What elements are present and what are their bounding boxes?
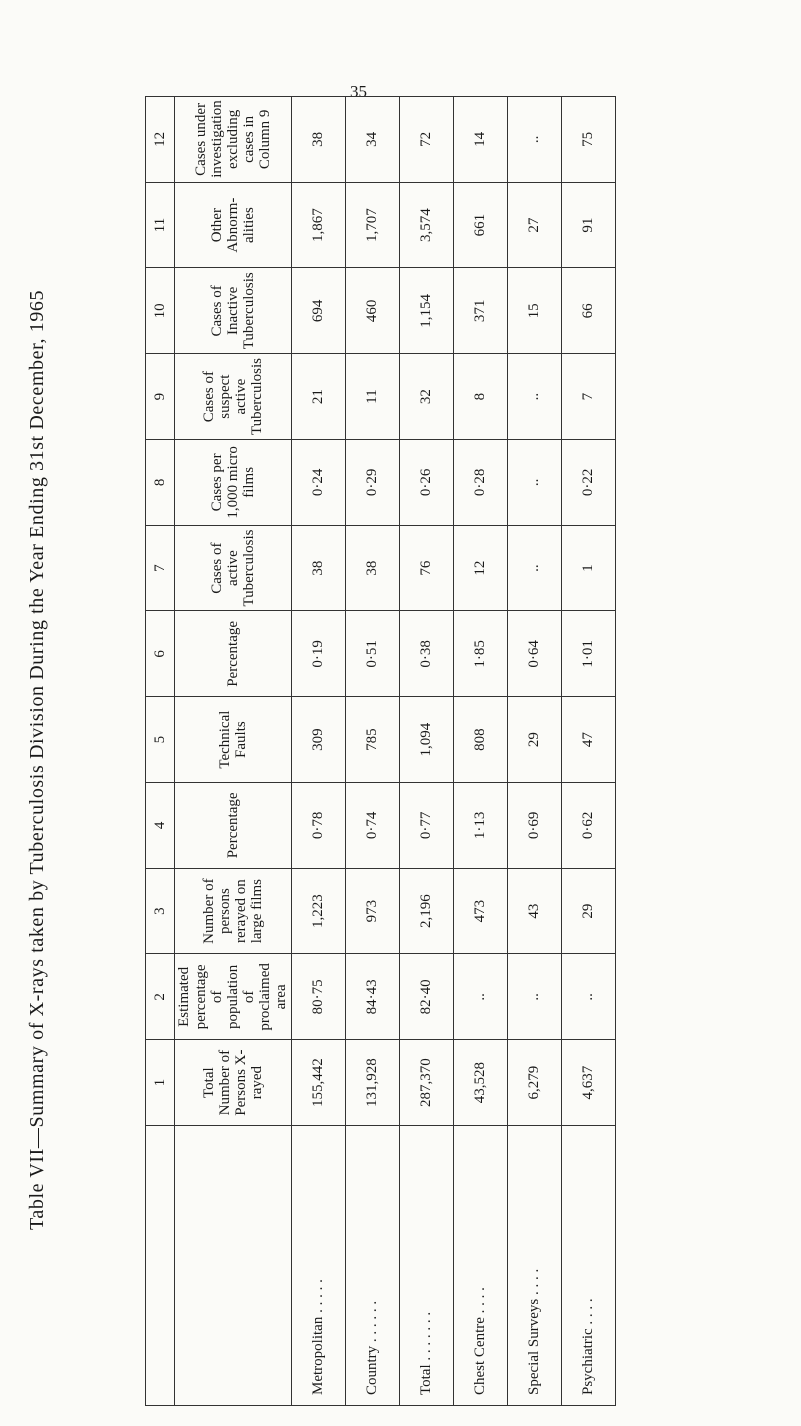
table-cell: 1,223 bbox=[292, 868, 346, 954]
row-label-text: Psychiatric bbox=[580, 1328, 596, 1395]
table-cell: 14 bbox=[454, 97, 508, 183]
table-cell: 0·28 bbox=[454, 440, 508, 526]
column-header: Cases of active Tuberculosis bbox=[175, 525, 292, 611]
table-cell: 27 bbox=[508, 182, 562, 268]
column-header: Cases per 1,000 micro films bbox=[175, 440, 292, 526]
table-cell: 0·64 bbox=[508, 611, 562, 697]
column-header: Percentage bbox=[175, 783, 292, 869]
table-cell: 309 bbox=[292, 697, 346, 783]
table-cell: 0·78 bbox=[292, 783, 346, 869]
column-number: 3 bbox=[146, 868, 175, 954]
table-cell: 91 bbox=[562, 182, 616, 268]
table-cell: .. bbox=[454, 954, 508, 1040]
table-cell: 0·69 bbox=[508, 783, 562, 869]
table-cell: 0·29 bbox=[346, 440, 400, 526]
table-cell: 15 bbox=[508, 268, 562, 354]
leader-dots: . . . . bbox=[526, 1268, 542, 1296]
table-cell: .. bbox=[508, 525, 562, 611]
column-number: 7 bbox=[146, 525, 175, 611]
table-cell: 1,154 bbox=[400, 268, 454, 354]
table-cell: 371 bbox=[454, 268, 508, 354]
column-header: Technical Faults bbox=[175, 697, 292, 783]
table-cell: 287,370 bbox=[400, 1040, 454, 1126]
table-cell: 76 bbox=[400, 525, 454, 611]
table-cell: 0·26 bbox=[400, 440, 454, 526]
table-cell: 84·43 bbox=[346, 954, 400, 1040]
leader-dots: . . . . . bbox=[310, 1279, 326, 1313]
table-cell: 38 bbox=[346, 525, 400, 611]
column-number: 10 bbox=[146, 268, 175, 354]
table-row bbox=[454, 97, 508, 1406]
row-label bbox=[508, 1126, 562, 1406]
column-number: 12 bbox=[146, 97, 175, 183]
row-label bbox=[562, 1126, 616, 1406]
column-header: Other Abnorm-alities bbox=[175, 182, 292, 268]
table-cell: 43 bbox=[508, 868, 562, 954]
table-row bbox=[292, 97, 346, 1406]
row-label bbox=[292, 1126, 346, 1406]
table-cell: 82·40 bbox=[400, 954, 454, 1040]
table-cell: 43,528 bbox=[454, 1040, 508, 1126]
table-cell: 0·24 bbox=[292, 440, 346, 526]
table-row bbox=[508, 97, 562, 1406]
column-header: Total Number of Persons X-rayed bbox=[175, 1040, 292, 1126]
column-number: 9 bbox=[146, 354, 175, 440]
table-cell: 1,707 bbox=[346, 182, 400, 268]
leader-dots: . . . . bbox=[472, 1287, 488, 1314]
table-cell: 6,279 bbox=[508, 1040, 562, 1126]
leader-dots: . . . . . . . bbox=[418, 1311, 434, 1361]
table-row bbox=[562, 97, 616, 1406]
row-label-text: Metropolitan bbox=[310, 1316, 326, 1395]
table-cell: .. bbox=[508, 354, 562, 440]
column-number bbox=[146, 1126, 175, 1406]
row-label-text: Total bbox=[418, 1364, 434, 1395]
table-cell: 80·75 bbox=[292, 954, 346, 1040]
table-cell: 694 bbox=[292, 268, 346, 354]
table-cell: 1·85 bbox=[454, 611, 508, 697]
table-cell: 1 bbox=[562, 525, 616, 611]
page-number: 35 bbox=[350, 82, 367, 101]
column-header: Cases of Inactive Tuberculosis bbox=[175, 268, 292, 354]
column-number: 4 bbox=[146, 783, 175, 869]
table-cell: 0·74 bbox=[346, 783, 400, 869]
table-cell: 75 bbox=[562, 97, 616, 183]
row-label-text: Special Surveys bbox=[526, 1298, 542, 1395]
summary-table-container bbox=[145, 96, 615, 1406]
table-cell: .. bbox=[508, 97, 562, 183]
table-cell: 0·77 bbox=[400, 783, 454, 869]
table-cell: 4,637 bbox=[562, 1040, 616, 1126]
table-cell: 2,196 bbox=[400, 868, 454, 954]
column-header: Estimated percentage of population of proclaimed area bbox=[175, 954, 292, 1040]
table-cell: 0·22 bbox=[562, 440, 616, 526]
table-cell: 34 bbox=[346, 97, 400, 183]
table-cell: .. bbox=[508, 954, 562, 1040]
table-cell: 0·62 bbox=[562, 783, 616, 869]
table-cell: 47 bbox=[562, 697, 616, 783]
table-title: Table VII—Summary of X-rays taken by Tuberculosis Division During the Year Ending 31st December, 1965 bbox=[26, 289, 48, 1230]
table-cell: .. bbox=[562, 954, 616, 1040]
table-cell: 0·19 bbox=[292, 611, 346, 697]
column-number-row bbox=[146, 97, 175, 1406]
column-number: 2 bbox=[146, 954, 175, 1040]
summary-table bbox=[145, 96, 616, 1406]
table-cell: 1·01 bbox=[562, 611, 616, 697]
table-cell: 0·51 bbox=[346, 611, 400, 697]
table-cell: 21 bbox=[292, 354, 346, 440]
table-cell: 973 bbox=[346, 868, 400, 954]
column-header: Number of persons rerayed on large films bbox=[175, 868, 292, 954]
column-header: Cases under investigation excluding cases in Column 9 bbox=[175, 97, 292, 183]
row-label bbox=[346, 1126, 400, 1406]
table-cell: 72 bbox=[400, 97, 454, 183]
table-cell: 7 bbox=[562, 354, 616, 440]
table-cell: 8 bbox=[454, 354, 508, 440]
table-cell: 32 bbox=[400, 354, 454, 440]
table-cell: 808 bbox=[454, 697, 508, 783]
table-row bbox=[400, 97, 454, 1406]
table-cell: 0·38 bbox=[400, 611, 454, 697]
table-cell: 155,442 bbox=[292, 1040, 346, 1126]
table-row bbox=[346, 97, 400, 1406]
table-cell: 29 bbox=[508, 697, 562, 783]
table-cell: .. bbox=[508, 440, 562, 526]
table-cell: 131,928 bbox=[346, 1040, 400, 1126]
column-number: 5 bbox=[146, 697, 175, 783]
column-number: 11 bbox=[146, 182, 175, 268]
column-number: 6 bbox=[146, 611, 175, 697]
leader-dots: . . . . bbox=[580, 1298, 596, 1325]
row-label-text: Country bbox=[364, 1345, 380, 1395]
table-cell: 1,094 bbox=[400, 697, 454, 783]
table-cell: 66 bbox=[562, 268, 616, 354]
table-cell: 1·13 bbox=[454, 783, 508, 869]
table-cell: 12 bbox=[454, 525, 508, 611]
column-header: Cases of suspect active Tuberculosis bbox=[175, 354, 292, 440]
table-cell: 473 bbox=[454, 868, 508, 954]
table-cell: 11 bbox=[346, 354, 400, 440]
table-cell: 1,867 bbox=[292, 182, 346, 268]
row-label-text: Chest Centre bbox=[472, 1317, 488, 1395]
table-cell: 460 bbox=[346, 268, 400, 354]
table-cell: 38 bbox=[292, 525, 346, 611]
column-header bbox=[175, 1126, 292, 1406]
column-header-row bbox=[175, 97, 292, 1406]
table-cell: 3,574 bbox=[400, 182, 454, 268]
leader-dots: . . . . . . bbox=[364, 1300, 380, 1343]
table-cell: 661 bbox=[454, 182, 508, 268]
table-cell: 38 bbox=[292, 97, 346, 183]
column-header: Percentage bbox=[175, 611, 292, 697]
table-cell: 29 bbox=[562, 868, 616, 954]
row-label bbox=[400, 1126, 454, 1406]
row-label bbox=[454, 1126, 508, 1406]
table-cell: 785 bbox=[346, 697, 400, 783]
column-number: 1 bbox=[146, 1040, 175, 1126]
column-number: 8 bbox=[146, 440, 175, 526]
